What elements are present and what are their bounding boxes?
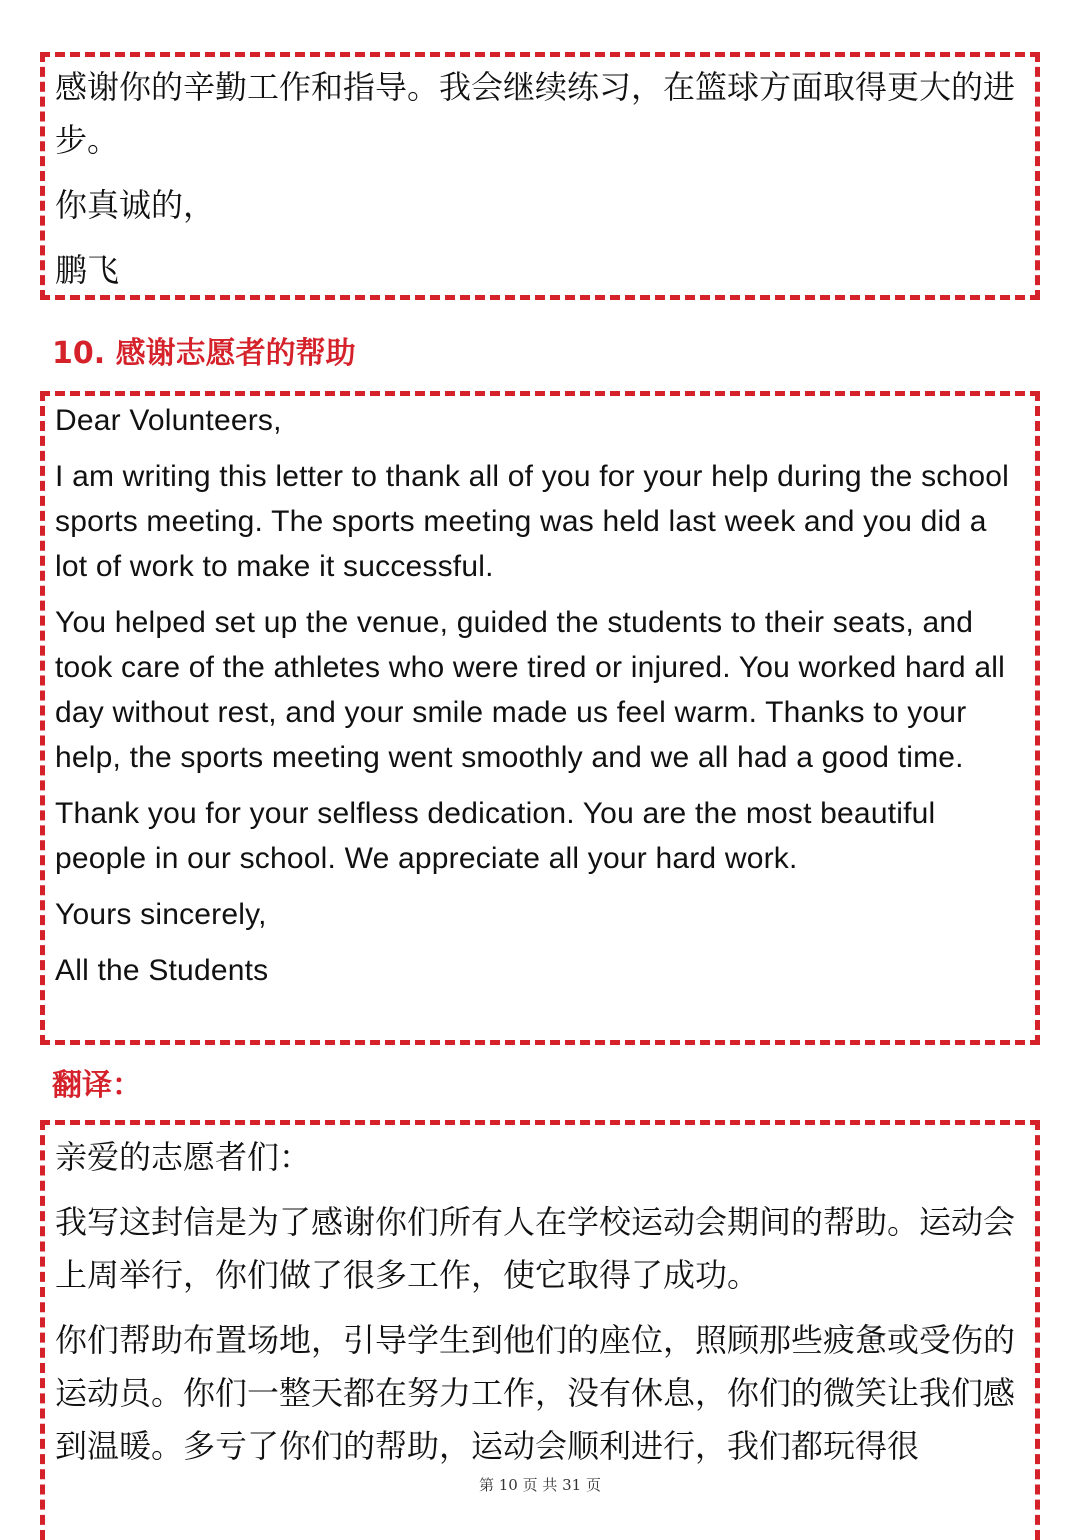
- english-letter-box: [40, 391, 1040, 1045]
- page-number: 第 10 页 共 31 页: [478, 1476, 601, 1494]
- previous-letter-box: [40, 52, 1040, 300]
- letter-signoff: Yours sincerely,: [55, 898, 267, 931]
- translation-paragraph: 我写这封信是为了感谢你们所有人在学校运动会期间的帮助。运动会上周举行，你们做了很多工作，使它取得了成功。: [55, 1203, 1016, 1294]
- letter-signature: All the Students: [55, 954, 269, 987]
- translation-paragraph: 你们帮助布置场地，引导学生到他们的座位，照顾那些疲惫或受伤的运动员。你们一整天都在努力工作，没有休息，你们的微笑让我们感到温暖。多亏了你们的帮助，运动会顺利进行，我们都玩得很: [55, 1321, 1016, 1465]
- translation-greeting: 亲爱的志愿者们：: [55, 1138, 312, 1176]
- letter-paragraph: You helped set up the venue, guided the students to their seats, and took care of the athletes who were tired or injured. You worked hard all day without rest, and your smile made us feel warm. Thanks to your help, the sports meeting went smoothly and we all had a good time.: [55, 606, 1005, 774]
- letter-paragraph: Thank you for your selfless dedication. You are the most beautiful people in our school. We appreciate all your hard work.: [55, 797, 936, 875]
- section-heading: 10. 感谢志愿者的帮助: [52, 336, 356, 371]
- letter-signature: 鹏飞: [55, 251, 120, 289]
- letter-signoff: 你真诚的，: [55, 186, 216, 224]
- letter-paragraph: I am writing this letter to thank all of you for your help during the school sports meeting. The sports meeting was held last week and you did a lot of work to make it successful.: [55, 460, 1010, 583]
- letter-closing-text: 感谢你的辛勤工作和指导。我会继续练习，在篮球方面取得更大的进步。: [55, 68, 1016, 159]
- letter-greeting: Dear Volunteers,: [55, 404, 282, 437]
- translation-heading: 翻译：: [52, 1068, 142, 1103]
